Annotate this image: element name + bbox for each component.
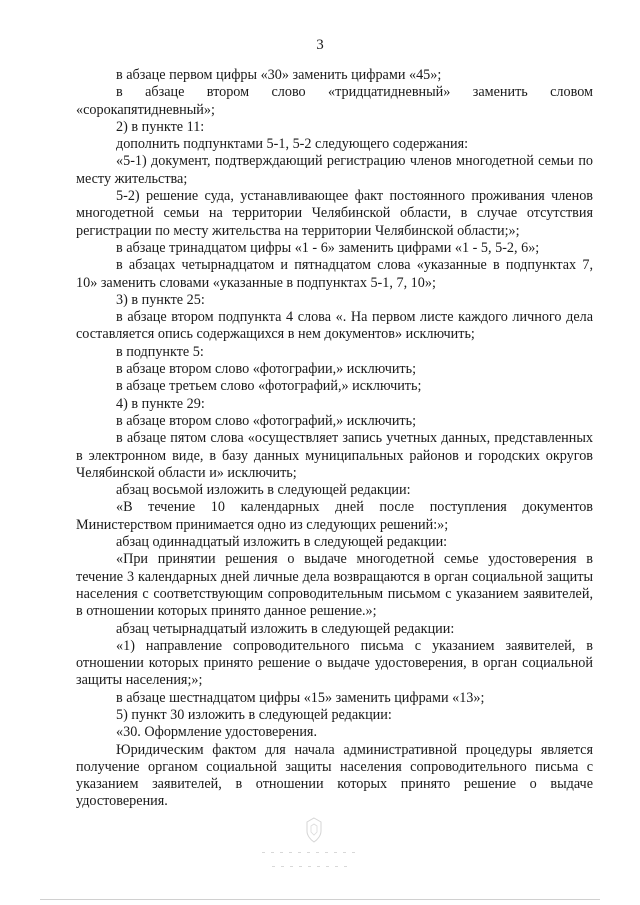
paragraph: в абзаце втором слово «фотографий,» исключить; [116, 412, 417, 429]
paragraph: в подпункте 5: [116, 343, 204, 360]
paragraph: абзац четырнадцатый изложить в следующей редакции: [116, 620, 455, 637]
paragraph: «В течение 10 календарных дней после поступления документов Министерством принимается одно из следующих решений:»; [76, 499, 593, 533]
paragraph: в абзаце шестнадцатом цифры «15» заменить цифрами «13»; [116, 689, 485, 706]
paragraph: «30. Оформление удостоверения. [116, 724, 318, 741]
paragraph: 2) в пункте 11: [116, 118, 205, 135]
bottom-edge [40, 899, 600, 900]
paragraph: в абзацах четырнадцатом и пятнадцатом слова «указанные в подпунктах 7, 10» заменить словами «указанные в подпунктах 5-1, 7, 10»; [76, 257, 593, 291]
paragraph: 5) пункт 30 изложить в следующей редакции: [116, 706, 392, 723]
paragraph: в абзаце втором слово «фотографии,» исключить; [116, 361, 417, 378]
paragraph: 3) в пункте 25: [116, 291, 205, 308]
document-body [76, 67, 593, 811]
paragraph: в абзаце пятом слова «осуществляет запись учетных данных, представленных в электронном виде, в базу данных муниципальных районов и городских округов Челябинской области и» исключить; [76, 430, 593, 481]
faint-print-line [272, 866, 352, 867]
paragraph: «1) направление сопроводительного письма с указанием заявителей, в отношении которых принято решение о выдаче удостоверения, в орган социальной защиты населения;»; [76, 637, 593, 689]
paragraph: абзац восьмой изложить в следующей редакции: [116, 482, 411, 499]
paragraph: дополнить подпунктами 5-1, 5-2 следующего содержания: [116, 136, 469, 153]
paragraph: «5-1) документ, подтверждающий регистрацию членов многодетной семьи по месту жительства; [76, 153, 593, 187]
page-number: 3 [316, 37, 324, 53]
faint-print-line [262, 852, 358, 853]
paragraph: 5-2) решение суда, устанавливающее факт постоянного проживания членов многодетной семьи на территории Челябинской области, в случае отсутствия регистрации по месту жительства на территории Челябинской области;»; [76, 188, 593, 239]
paragraph: в абзаце втором подпункта 4 слова «. На первом листе каждого личного дела составляется опись содержащихся в нем документов» исключить; [76, 309, 593, 343]
paragraph: абзац одиннадцатый изложить в следующей редакции: [116, 534, 448, 551]
paragraph: в абзаце втором слово «тридцатидневный» заменить словом «сорокапятидневный»; [76, 84, 593, 118]
paragraph: в абзаце тринадцатом цифры «1 - 6» заменить цифрами «1 - 5, 5-2, 6»; [116, 239, 540, 256]
paragraph: 4) в пункте 29: [116, 395, 205, 412]
paragraph: в абзаце третьем слово «фотографий,» исключить; [116, 378, 422, 395]
paragraph: в абзаце первом цифры «30» заменить цифрами «45»; [116, 67, 442, 83]
emblem-watermark [303, 816, 325, 844]
paragraph: Юридическим фактом для начала административной процедуры является получение органом социальной защиты населения сопроводительного письма с указанием заявителей, в отношении которых принято решение о выдаче удостоверения. [76, 741, 593, 810]
paragraph: «При принятии решения о выдаче многодетной семье удостоверения в течение 3 календарных дней личные дела возвращаются в орган социальной защиты населения с соответствующим сопроводительным письмом с указанием заявителей, в отношении которых принято данное решение.»; [76, 551, 593, 620]
